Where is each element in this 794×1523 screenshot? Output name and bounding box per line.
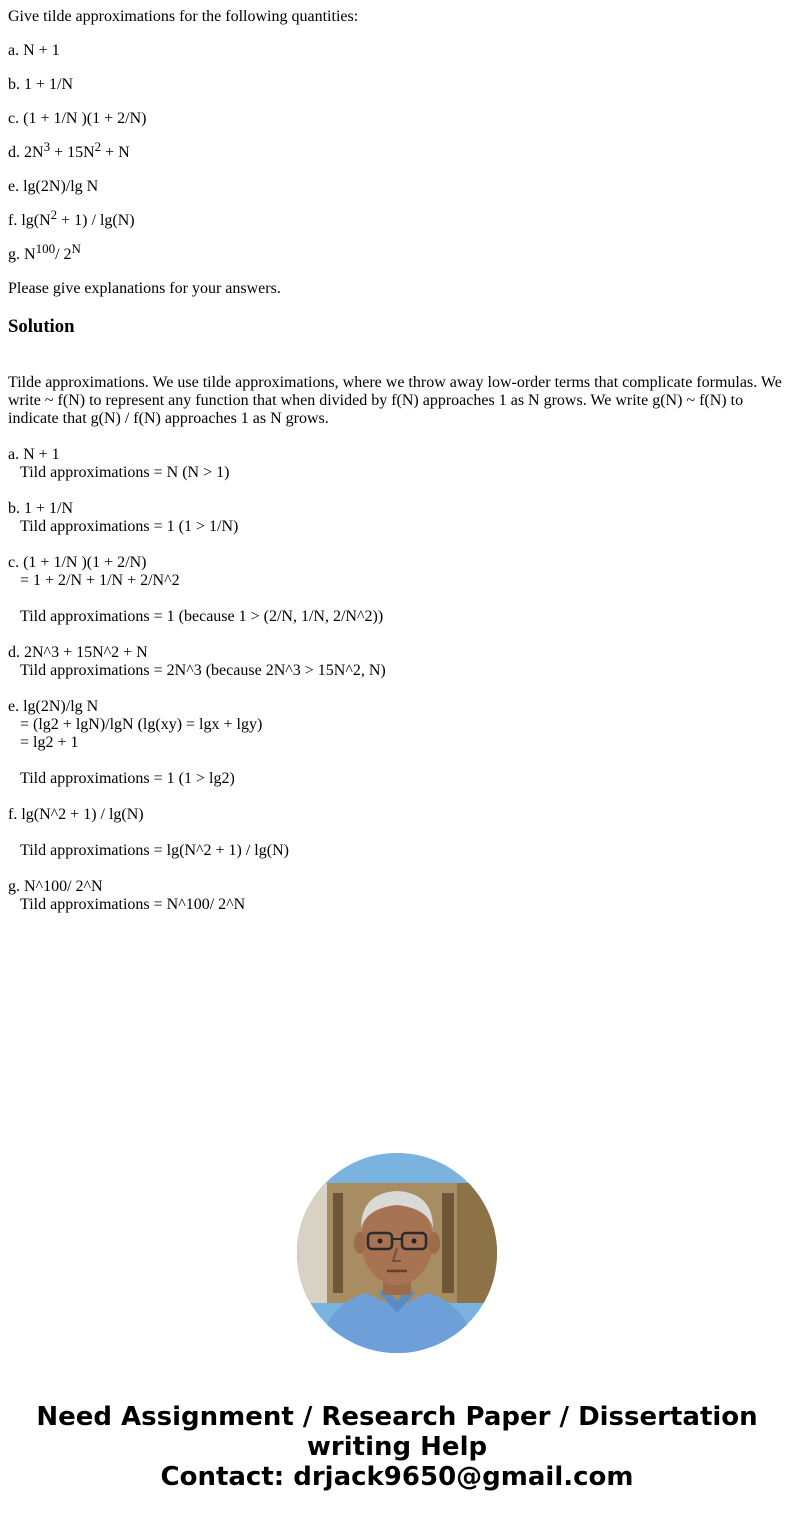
question-item-e xyxy=(8,178,786,196)
item-label: a. xyxy=(8,42,20,59)
banner-line: Need Assignment / Research Paper / Dissertation xyxy=(36,1402,758,1432)
banner-line: writing Help xyxy=(306,1432,488,1462)
item-label: f. xyxy=(8,212,18,229)
promo-banner xyxy=(0,1402,794,1492)
item-label: g. xyxy=(8,246,20,263)
exponent: 2 xyxy=(50,207,58,222)
question-item-a xyxy=(8,42,786,60)
question-outro: Please give explanations for your answers. xyxy=(8,280,281,297)
question-item-b xyxy=(8,76,786,94)
exponent: 3 xyxy=(43,139,51,154)
item-text: N + 1 xyxy=(23,42,60,59)
item-text: 1 + 1/N xyxy=(24,76,74,93)
solution-body: Tilde approximations. We use tilde approximations, where we throw away low-order terms that complicate formulas. We write ~ f(N) to represent any function that when divided by f(N) approaches 1 as N grows. We write g(N) ~ f(N) to indicate that g(N) / f(N) approaches 1 as N grows. a. N + 1 Tild approximations = N (N > 1) b. 1 + 1/N Tild approximations = 1 (1 > 1/N) c. (1 + 1/N )(1 + 2/N) = 1 + 2/N + 1/N + 2/N^2 Tild approximations = 1 (because 1 > (2/N, 1/N, 2/N^2)) d. 2N^3 + 15N^2 + N Tild approximations = 2N^3 (because 2N^3 > 15N^2, N) e. lg(2N)/lg N = (lg2 + lgN)/lgN (lg(xy) = lgx + lgy) = lg2 + 1 Tild approximations = 1 (1 > lg2) f. lg(N^2 + 1) / lg(N) Tild approximations = lg(N^2 + 1) / lg(N) g. N^100/ 2^N Tild approximations = N^100/ 2^N xyxy=(8,374,782,913)
item-text-part: N xyxy=(24,246,36,263)
author-portrait-image xyxy=(297,1153,497,1353)
item-label: c. xyxy=(8,110,20,127)
item-label: e. xyxy=(8,178,20,195)
exponent: 100 xyxy=(35,241,56,256)
item-text-part: lg(N xyxy=(21,212,51,229)
document-body xyxy=(8,0,786,914)
item-text-part: + 1) / lg(N) xyxy=(57,212,135,229)
exponent: 2 xyxy=(94,139,102,154)
item-text: (1 + 1/N )(1 + 2/N) xyxy=(23,110,147,127)
item-text-part: / 2 xyxy=(55,246,72,263)
item-text-part: 2N xyxy=(24,144,44,161)
question-item-d xyxy=(8,139,786,162)
item-label: d. xyxy=(8,144,20,161)
question-item-f xyxy=(8,207,786,230)
item-text-part: + 15N xyxy=(50,144,95,161)
question-intro: Give tilde approximations for the following quantities: xyxy=(8,8,359,25)
question-item-g xyxy=(8,241,786,264)
item-text: lg(2N)/lg N xyxy=(23,178,99,195)
author-avatar xyxy=(297,1153,497,1353)
question-item-c xyxy=(8,110,786,128)
item-label: b. xyxy=(8,76,20,93)
banner-contact: Contact: drjack9650@gmail.com xyxy=(160,1462,634,1492)
item-text-part: + N xyxy=(101,144,130,161)
exponent: N xyxy=(71,241,81,256)
solution-heading: Solution xyxy=(8,316,75,337)
